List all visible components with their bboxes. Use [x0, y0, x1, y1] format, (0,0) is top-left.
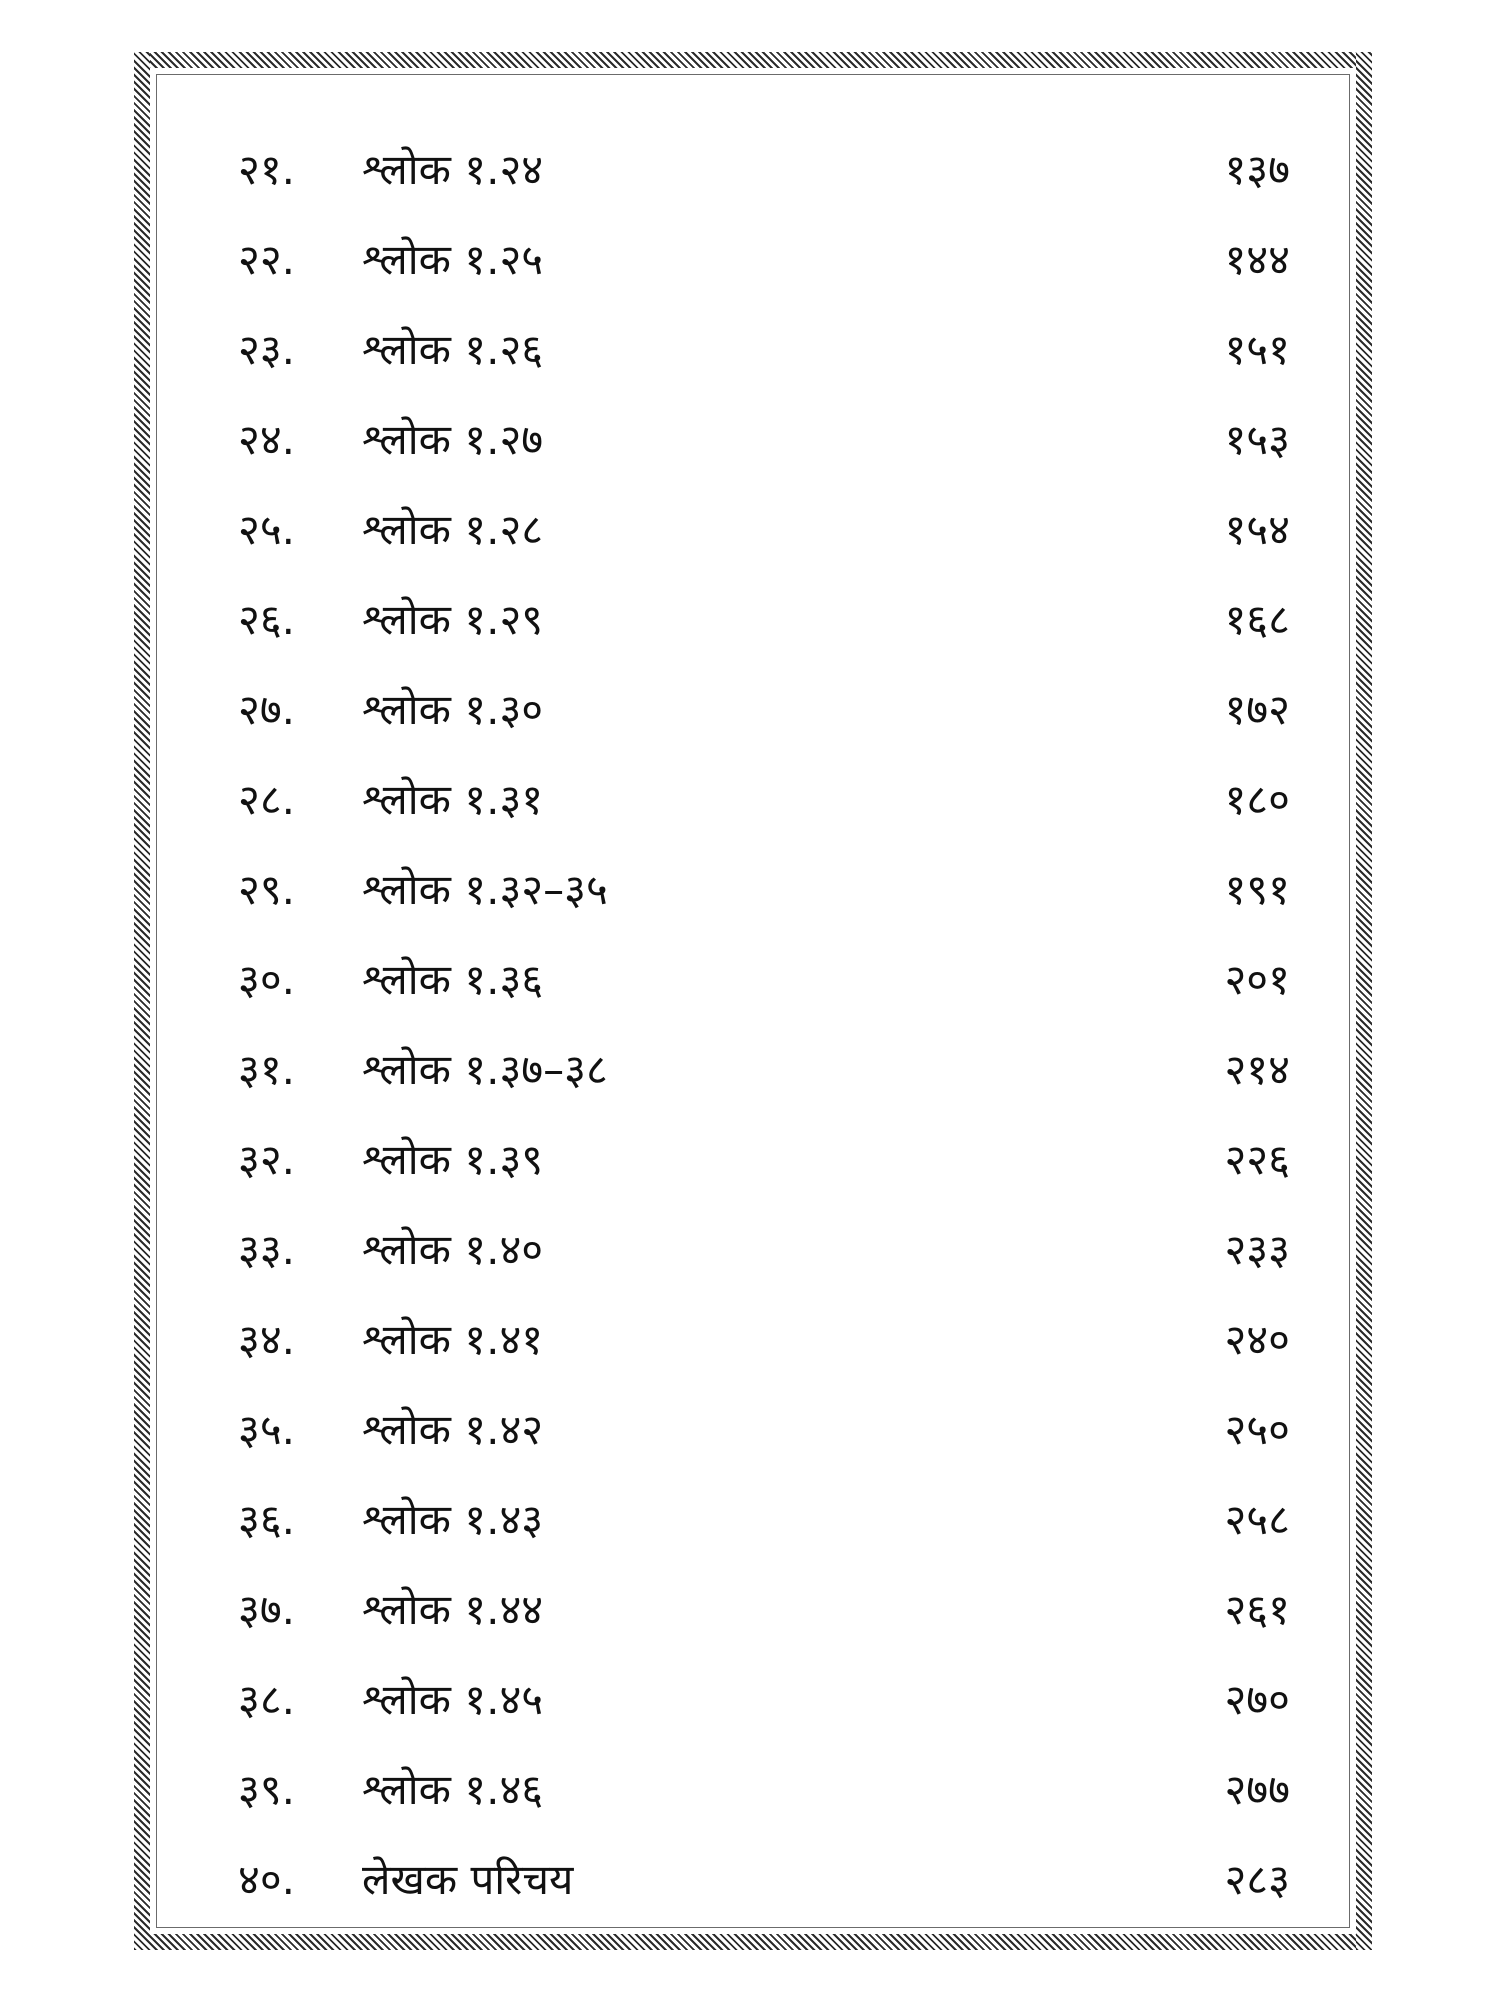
toc-entry [0, 1025, 1500, 1115]
entry-title: श्लोक १.४६ [362, 1765, 544, 1814]
entry-number: ४०. [238, 1855, 296, 1904]
toc-entry [0, 1295, 1500, 1385]
entry-page: २७० [1224, 1675, 1290, 1724]
toc-entry [0, 1745, 1500, 1835]
entry-title: लेखक परिचय [362, 1855, 574, 1904]
entry-page: २४० [1224, 1315, 1290, 1364]
entry-page: १७२ [1224, 685, 1290, 734]
toc-entry [0, 1565, 1500, 1655]
entry-number: २५. [238, 505, 296, 554]
entry-page: १८० [1224, 775, 1290, 824]
entry-page: २५० [1224, 1405, 1290, 1454]
entry-page: २७७ [1224, 1765, 1290, 1814]
entry-number: २४. [238, 415, 296, 464]
toc-entry [0, 755, 1500, 845]
toc-entry [0, 1205, 1500, 1295]
toc-entry [0, 845, 1500, 935]
border-top-hatching [134, 52, 1372, 68]
toc-entry [0, 305, 1500, 395]
entry-number: ३२. [238, 1135, 296, 1184]
entry-page: १९१ [1224, 865, 1290, 914]
entry-page: १३७ [1224, 145, 1290, 194]
entry-title: श्लोक १.३२–३५ [362, 865, 608, 914]
entry-number: ३८. [238, 1675, 296, 1724]
entry-page: २५८ [1224, 1495, 1290, 1544]
entry-number: २९. [238, 865, 296, 914]
entry-number: ३५. [238, 1405, 296, 1454]
entry-page: १५३ [1224, 415, 1290, 464]
entry-title: श्लोक १.३१ [362, 775, 544, 824]
entry-number: २७. [238, 685, 296, 734]
toc-entry [0, 1115, 1500, 1205]
entry-number: ३७. [238, 1585, 296, 1634]
toc-entry [0, 395, 1500, 485]
toc-entry [0, 485, 1500, 575]
entry-number: २८. [238, 775, 296, 824]
entry-title: श्लोक १.४० [362, 1225, 544, 1274]
entry-title: श्लोक १.२७ [362, 415, 544, 464]
toc-entry [0, 935, 1500, 1025]
entry-number: २३. [238, 325, 296, 374]
toc-entry [0, 1835, 1500, 1925]
entry-page: १५४ [1224, 505, 1290, 554]
entry-page: १४४ [1224, 235, 1290, 284]
entry-title: श्लोक १.२५ [362, 235, 544, 284]
entry-page: १६८ [1224, 595, 1290, 644]
toc-entry [0, 665, 1500, 755]
toc-entry [0, 125, 1500, 215]
entry-number: २१. [238, 145, 296, 194]
toc-entry [0, 215, 1500, 305]
entry-title: श्लोक १.३९ [362, 1135, 544, 1184]
entry-number: ३४. [238, 1315, 296, 1364]
toc-entry [0, 1385, 1500, 1475]
entry-number: ३६. [238, 1495, 296, 1544]
entry-title: श्लोक १.२८ [362, 505, 544, 554]
entry-number: ३०. [238, 955, 296, 1004]
entry-page: २६१ [1224, 1585, 1290, 1634]
entry-number: ३१. [238, 1045, 296, 1094]
entry-page: २१४ [1224, 1045, 1290, 1094]
entry-title: श्लोक १.२४ [362, 145, 544, 194]
entry-title: श्लोक १.३७–३८ [362, 1045, 608, 1094]
entry-title: श्लोक १.३६ [362, 955, 544, 1004]
entry-number: ३३. [238, 1225, 296, 1274]
entry-page: २३३ [1224, 1225, 1290, 1274]
entry-page: २२६ [1224, 1135, 1290, 1184]
entry-title: श्लोक १.४४ [362, 1585, 544, 1634]
entry-number: २२. [238, 235, 296, 284]
entry-title: श्लोक १.४१ [362, 1315, 544, 1364]
entry-page: २८३ [1224, 1855, 1290, 1904]
toc-entry [0, 1655, 1500, 1745]
entry-title: श्लोक १.४२ [362, 1405, 544, 1454]
toc-entry [0, 575, 1500, 665]
toc-entry [0, 1475, 1500, 1565]
entry-number: ३९. [238, 1765, 296, 1814]
entry-title: श्लोक १.२९ [362, 595, 544, 644]
border-bottom-hatching [134, 1934, 1372, 1950]
entry-title: श्लोक १.४३ [362, 1495, 544, 1544]
entry-page: १५१ [1224, 325, 1290, 374]
entry-title: श्लोक १.४५ [362, 1675, 544, 1724]
entry-page: २०१ [1224, 955, 1290, 1004]
entry-title: श्लोक १.२६ [362, 325, 544, 374]
entry-title: श्लोक १.३० [362, 685, 544, 734]
entry-number: २६. [238, 595, 296, 644]
